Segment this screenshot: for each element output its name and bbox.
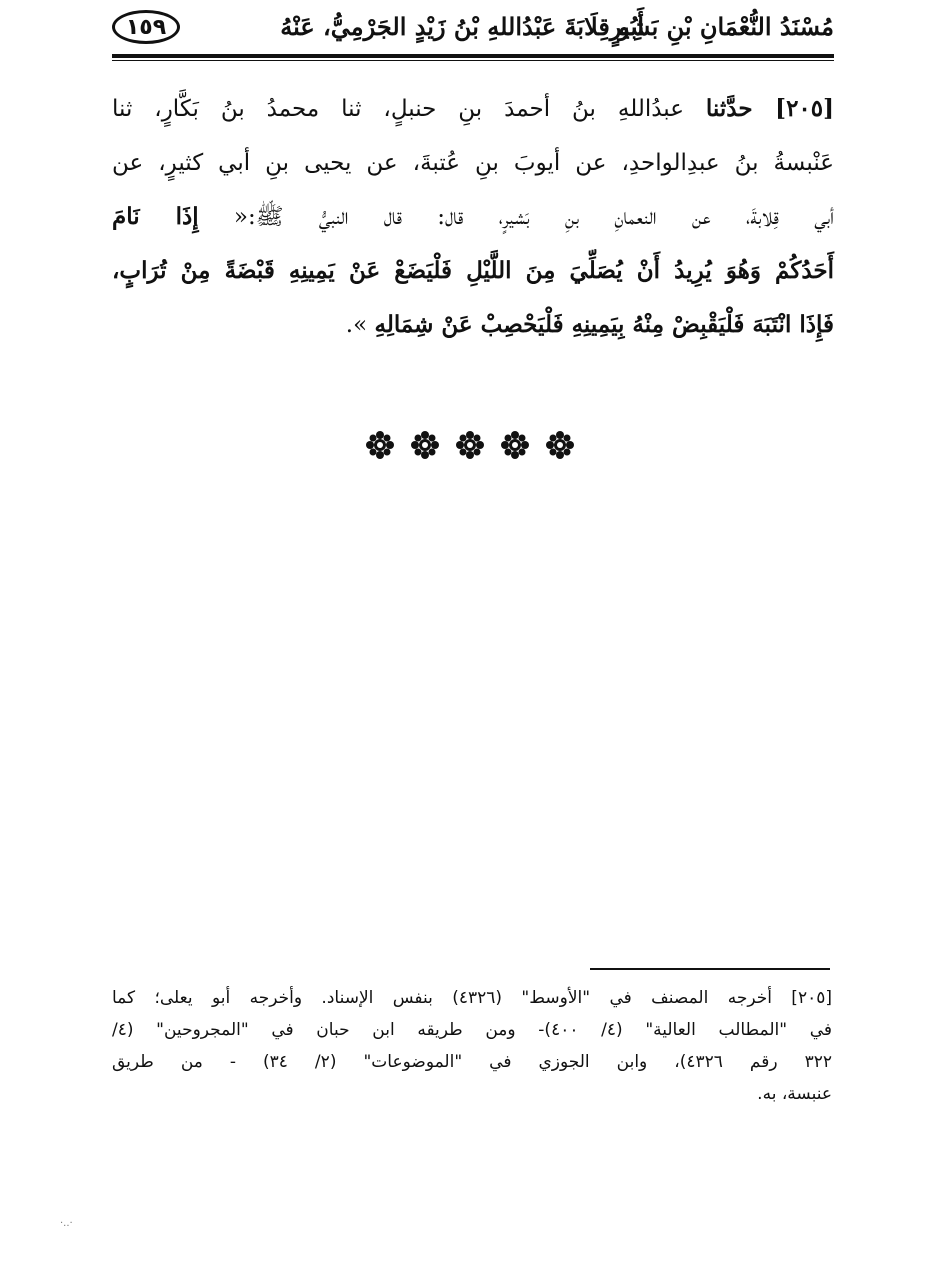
hadith-matn-start: إِذَا نَامَ — [112, 203, 199, 230]
hadith-matn-end: فَإِذَا انْتَبَهَ فَلْيَقْبِضْ مِنْهُ بِيَمِينِهِ فَلْيَحْصِبْ عَنْ شِمَالِهِ — [374, 311, 834, 338]
footnote — [112, 982, 832, 1110]
rosette-ornament-icon — [410, 430, 440, 460]
hadith-line-3 — [112, 190, 834, 244]
footnote-line-3: ٣٢٢ رقم ٤٣٢٦)، وابن الجوزي في "الموضوعات" (٢/ ٣٤) - من طريق — [112, 1052, 832, 1072]
hadith-number: [٢٠٥] حدَّثنا — [705, 95, 835, 122]
page-number: ١٥٩ — [112, 10, 180, 44]
rosette-ornament-icon — [365, 430, 395, 460]
hadith-close-quote: ». — [345, 312, 368, 338]
header-rule-thick — [112, 54, 834, 58]
book-title: مُسْنَدُ النُّعْمَانِ بْنِ بَشِيرٍ — [609, 12, 834, 41]
footnote-line-4: عنبسة، به. — [757, 1084, 832, 1104]
hadith-text — [112, 82, 834, 352]
hadith-isnad-3: أبي قِلابةَ، عن النعمانِ بنِ بَشيرٍ، قال: قال النبيُّ ﷺ:« — [233, 204, 835, 230]
section-divider-ornaments — [365, 425, 575, 465]
header-rule-thin — [112, 60, 834, 61]
section-title: أَبُو قِلَابَةَ عَبْدُاللهِ بْنُ زَيْدٍ الجَرْمِيُّ، عَنْهُ — [280, 12, 644, 41]
footnote-separator — [590, 968, 830, 970]
hadith-isnad-1: عبدُاللهِ بنُ أحمدَ بنِ حنبلٍ، ثنا محمدُ بنُ بَكَّارٍ، ثنا — [112, 96, 684, 122]
footnote-line-2: في "المطالب العالية" (٤/ ٤٠٠)- ومن طريقه ابن حبان في "المجروحين" (٤/ — [112, 1020, 833, 1040]
rosette-ornament-icon — [545, 430, 575, 460]
rosette-ornament-icon — [455, 430, 485, 460]
scan-speck: ·..· — [60, 1218, 73, 1229]
hadith-line-5 — [112, 298, 834, 352]
footnote-line-1: [٢٠٥] أخرجه المصنف في "الأوسط" (٤٣٢٦) بنفس الإسناد. وأخرجه أبو يعلى؛ كما — [112, 988, 832, 1008]
rosette-ornament-icon — [500, 430, 530, 460]
hadith-line-4: أَحَدُكُمْ وَهُوَ يُرِيدُ أَنْ يُصَلِّيَ مِنَ اللَّيْلِ فَلْيَضَعْ عَنْ يَمِينِهِ قَبْضَةً مِنْ تُرَابٍ، — [112, 257, 834, 284]
page-header — [112, 8, 834, 52]
hadith-line-2: عَنْبسةُ بنُ عبدِالواحدِ، عن أيوبَ بنِ عُتبةَ، عن يحيى بنِ أبي كثيرٍ، عن — [112, 150, 834, 176]
hadith-line-1 — [112, 82, 834, 136]
